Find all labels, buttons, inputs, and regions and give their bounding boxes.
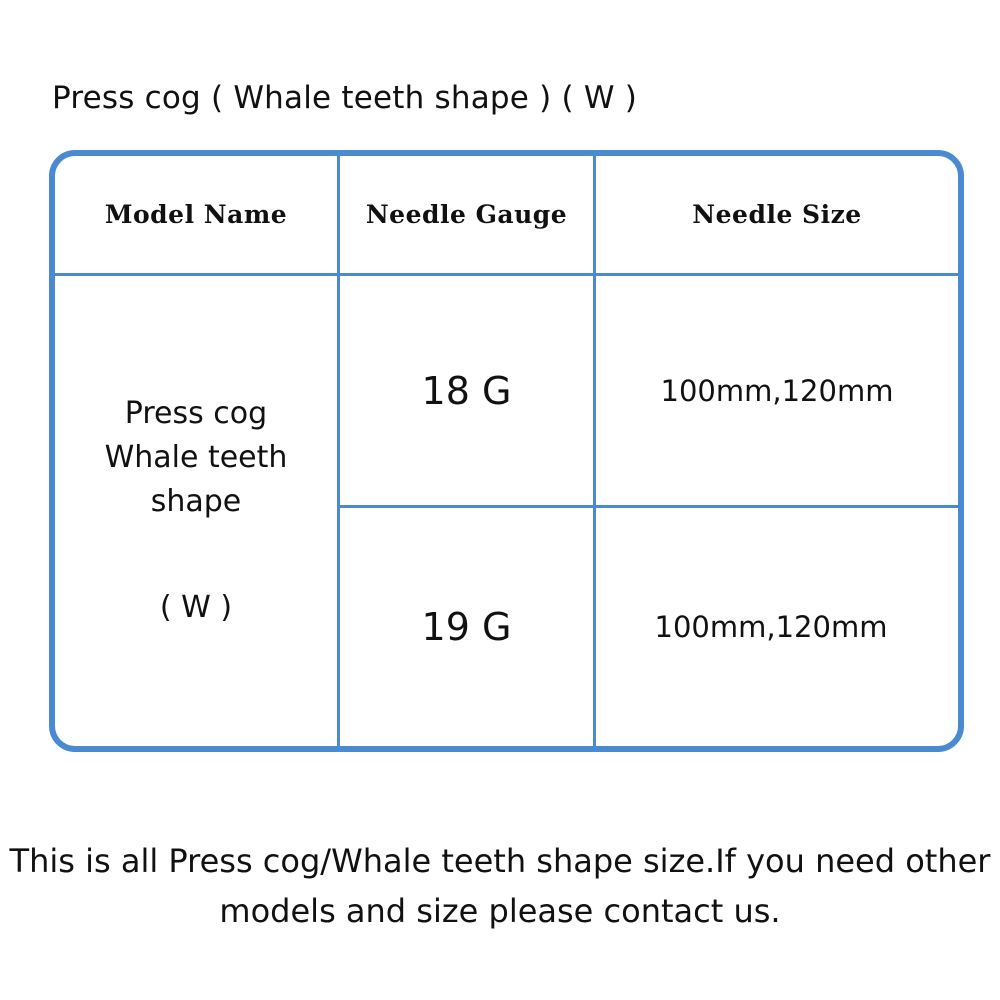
header-needle-size: Needle Size <box>692 200 862 229</box>
footer-note <box>0 836 1000 936</box>
gauge-cell: 19 G <box>421 605 512 649</box>
model-name-cell <box>55 276 337 746</box>
header-model-name: Model Name <box>104 200 288 229</box>
footer-line: This is all Press cog/Whale teeth shape size.If you need other <box>9 842 991 880</box>
gauge-cell: 18 G <box>421 368 512 413</box>
model-name-line: Whale teeth shape <box>104 440 288 519</box>
size-cell: 100mm,120mm <box>654 610 888 644</box>
page-title: Press cog ( Whale teeth shape ) ( W ) <box>52 80 638 116</box>
footer-line: models and size please contact us. <box>219 892 781 930</box>
model-code: ( W ) <box>159 590 233 625</box>
model-name-line: Press cog <box>124 396 268 431</box>
header-needle-gauge: Needle Gauge <box>365 200 568 229</box>
needle-size-table <box>49 150 964 752</box>
size-cell: 100mm,120mm <box>660 373 894 408</box>
